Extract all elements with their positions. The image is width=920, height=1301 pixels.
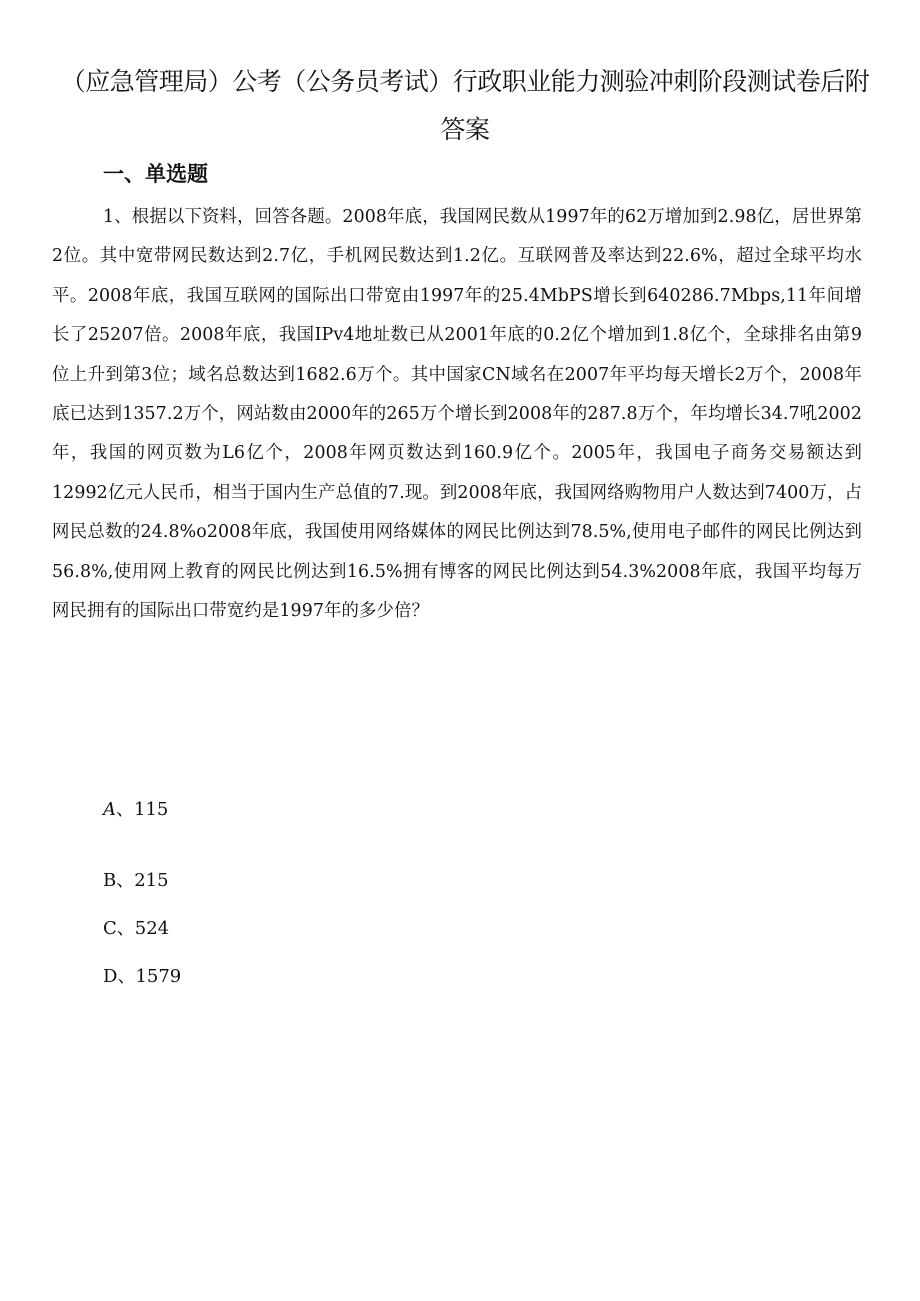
option-c-letter: C xyxy=(103,918,117,939)
question-text: 根据以下资料，回答各题。2008年底，我国网民数从1997年的62万增加到2.98亿，居世界第2位。其中宽带网民数达到2.7亿，手机网民数达到1.2亿。互联网普及率达到22.6%，超过全球平均水平。2008年底，我国互联网的国际出口带宽由1997年的25.4MbPS增长到640286.7Mbps,11年间增长了25207倍。2008年底，我国IPv4地址数已从2001年底的0.2亿个增加到1.8亿个，全球排名由第9位上升到第3位；域名总数达到1682.6万个。其中国家CN域名在2007年平均每天增长2万个，2008年底已达到1357.2万个，网站数由2000年的265万个增长到2008年的287.8万个，年均增长34.7吼2002年，我国的网页数为L6亿个，2008年网页数达到160.9亿个。2005年，我国电子商务交易额达到12992亿元人民币，相当于国内生产总值的7.现。到2008年底，我国网络购物用户人数达到7400万，占网民总数的24.8%o2008年底，我国使用网络媒体的网民比例达到78.5%,使用电子邮件的网民比例达到56.8%,使用网上教育的网民比例达到16.5%拥有博客的网民比例达到54.3%2008年底，我国平均每万网民拥有的国际出口带宽约是1997年的多少倍？ xyxy=(52,207,862,622)
option-a-letter: A xyxy=(103,799,116,820)
option-b-value: 215 xyxy=(134,870,169,891)
option-c-separator: 、 xyxy=(116,918,135,939)
option-a xyxy=(103,795,168,825)
option-b-letter: B xyxy=(103,870,117,891)
option-c xyxy=(103,914,169,944)
option-a-value: 115 xyxy=(134,799,169,820)
option-d-letter: D xyxy=(103,966,118,987)
option-c-value: 524 xyxy=(134,918,170,939)
option-a-separator: 、 xyxy=(116,799,134,820)
option-b-separator: 、 xyxy=(116,870,135,891)
option-d-separator: 、 xyxy=(117,966,136,987)
option-d xyxy=(103,962,181,992)
document-title: （应急管理局）公考（公务员考试）行政职业能力测验冲刺阶段测试卷后附答案 xyxy=(60,67,870,144)
option-d-value: 1579 xyxy=(135,966,182,987)
question-1 xyxy=(52,198,862,631)
option-b xyxy=(103,866,169,896)
section-heading: 一、单选题 xyxy=(103,162,208,186)
question-number: 1、 xyxy=(103,207,132,227)
